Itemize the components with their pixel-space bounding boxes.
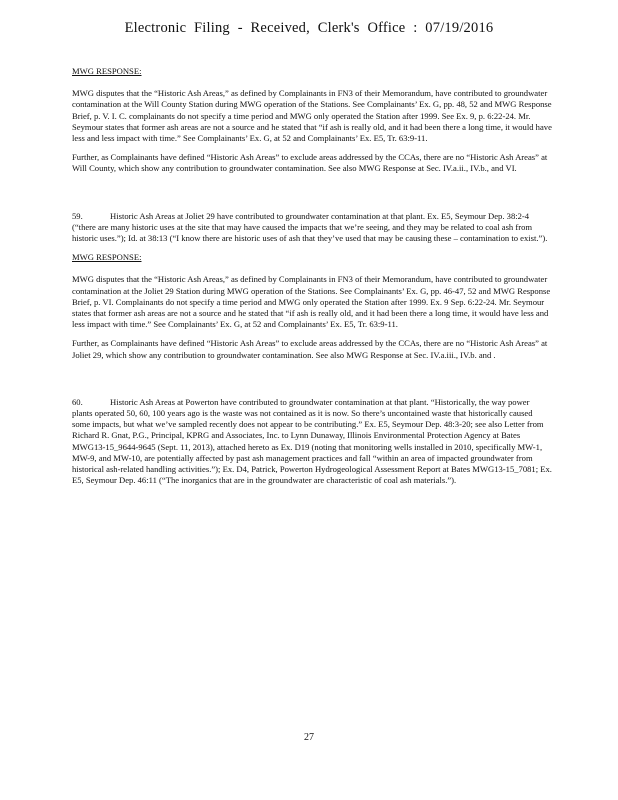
response-paragraph: MWG disputes that the “Historic Ash Areas,” as defined by Complainants in FN3 of their Memorandum, have contributed to groundwater contamination at the Will County Station during MWG operation of the Stations. See Complainants’ Ex. G, pp. 48, 52 and MWG Response Brief, p. V. I. C. complainants do not specify a time period and MWG only operated the Station after 1999. See Ex. 9, p. 6:22-24. Mr. Seymour states that former ash areas are not a source and he stated that “if ash is really old, and it had been there a long time, it would have less and less impact with time.” See Complainants’ Ex. G, at 52 and Complainants’ Ex. E5, Tr. 63:9-11. [72, 88, 552, 144]
numbered-statement [72, 211, 552, 245]
spacer [72, 369, 552, 397]
statement-text: Historic Ash Areas at Joliet 29 have contributed to groundwater contamination at that plant. Ex. E5, Seymour Dep. 38:2-4 (“there are many historic uses at the site that may have caused the impacts that we’re seeing, and they may be related to coal ash from historic uses.”); Id. at 38:13 (“I know there are historic uses of ash that they’ve used that may be causing these – contamination to exist.”). [72, 210, 548, 244]
numbered-statement [72, 397, 552, 487]
response-label: MWG RESPONSE: [72, 66, 142, 76]
statement-number: 59. [72, 210, 83, 221]
spacer [72, 183, 552, 211]
statement-text: Historic Ash Areas at Powerton have contributed to groundwater contamination at that plant. “Historically, the way power plants operated 50, 60, 100 years ago is the waste was not contained as it is now. So there’s uncontained waste that historically caused some impacts, but what we’ve sampled recently does not appear to be contributing.” Ex. E5, Seymour Dep. 48:3-20; see also Letter from Richard R. Gnat, P.G., Principal, KPRG and Associates, Inc. to Lynn Dunaway, Illinois Environmental Protection Agency at Bates MWG13-15_9644-9645 (Sept. 11, 2013), attached hereto as Ex. D19 (noting that monitoring wells installed in 2010, specifically MW-1, MW-9, and MW-10, are potentially affected by past ash management practices and fall “within an area of impacted groundwater from historical ash-related handling activities.”); Ex. D4, Patrick, Powerton Hydrogeological Assessment Report at Bates MWG13-15_7081; Ex. E5, Seymour Dep. 46:11 (“The inorganics that are in the groundwater are characteristic of coal ash materials.”). [72, 396, 552, 486]
response-paragraph: Further, as Complainants have defined “Historic Ash Areas” to exclude areas addressed by the CCAs, there are no “Historic Ash Areas” at Will County, which show any contribution to groundwater contamination. See also MWG Response at Sec. IV.a.ii., IV.b., and VI. [72, 152, 548, 174]
response-label: MWG RESPONSE: [72, 252, 142, 263]
response-paragraph: Further, as Complainants have defined “Historic Ash Areas” to exclude areas addressed by the CCAs, there are no “Historic Ash Areas” at Joliet 29, which show any contribution to groundwater contamination. See also MWG Response at Sec. IV.a.iii., IV.b. and . [72, 338, 548, 360]
document-body [72, 66, 552, 494]
statement-number: 60. [72, 396, 83, 407]
filing-stamp-header: Electronic Filing - Received, Clerk's Office : 07/19/2016 [124, 20, 494, 36]
response-paragraph: MWG disputes that the “Historic Ash Areas,” as defined by Complainants in FN3 of their Memorandum, have contributed to groundwater contamination at the Joliet 29 Station during MWG operation of the Stations. See Complainants’ Ex. G, pp. 46-47, 52 and MWG Response Brief, p. VI. Complainants do not specify a time period and MWG only operated the Station after 1999. Ex. 9 Sep. 6:22-24. Mr. Seymour states that former ash areas are not a source and he stated that “if ash is really old, and it had been there a long time, it would have less and less impact with time.” See Complainants’ Ex. G, at 52 and Complainants’ Ex. E5, Tr. 63:9-11. [72, 274, 551, 330]
page-number: 27 [304, 732, 314, 743]
